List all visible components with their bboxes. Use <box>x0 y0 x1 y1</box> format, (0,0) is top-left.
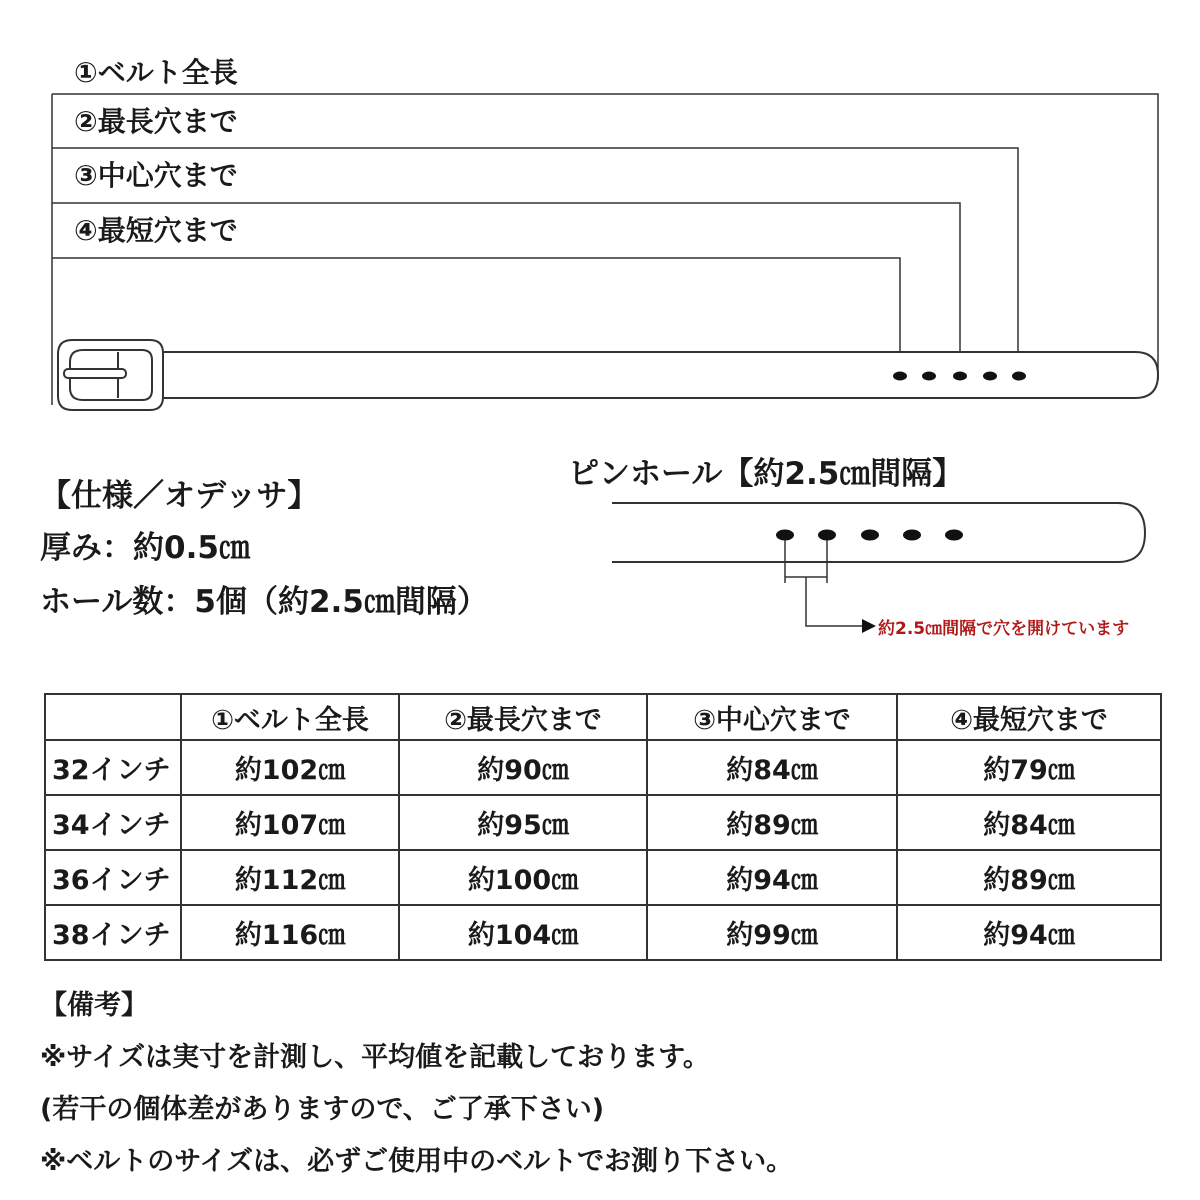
spec-thickness: 厚み：約0.5㎝ <box>40 530 250 566</box>
label-full-length: ①ベルト全長 <box>74 56 238 89</box>
table-header-center-hole: ③中心穴まで <box>647 694 897 740</box>
table-row <box>45 740 1161 795</box>
row-size-label: 34インチ <box>45 795 181 850</box>
cell-shortest-hole: 約94㎝ <box>897 905 1161 960</box>
label-longest-hole: ②最長穴まで <box>74 105 238 138</box>
size-table <box>44 693 1162 961</box>
row-size-label: 38インチ <box>45 905 181 960</box>
cell-longest-hole: 約104㎝ <box>399 905 647 960</box>
remarks-title: 【備考】 <box>40 990 148 1021</box>
cell-full-length: 約107㎝ <box>181 795 399 850</box>
arrow-head-icon <box>862 619 876 633</box>
table-header-shortest-hole: ④最短穴まで <box>897 694 1161 740</box>
table-header-blank <box>45 694 181 740</box>
table-header-full-length: ①ベルト全長 <box>181 694 399 740</box>
table-header-longest-hole: ②最長穴まで <box>399 694 647 740</box>
table-header-row <box>45 694 1161 740</box>
remarks-line-3: ※ベルトのサイズは、必ずご使用中のベルトでお測り下さい。 <box>40 1146 794 1177</box>
cell-shortest-hole: 約79㎝ <box>897 740 1161 795</box>
cell-full-length: 約116㎝ <box>181 905 399 960</box>
remarks-section <box>40 980 793 1188</box>
pinhole-belt-detail <box>612 503 1145 562</box>
pinhole-title: ピンホール【約2.5㎝間隔】 <box>568 456 964 492</box>
cell-full-length: 約112㎝ <box>181 850 399 905</box>
remarks-line-2: (若干の個体差がありますので、ご了承下さい) <box>40 1094 605 1125</box>
cell-longest-hole: 約90㎝ <box>399 740 647 795</box>
label-center-hole: ③中心穴まで <box>74 159 238 192</box>
spec-title: 【仕様／オデッサ】 <box>40 478 319 514</box>
row-size-label: 36インチ <box>45 850 181 905</box>
cell-shortest-hole: 約84㎝ <box>897 795 1161 850</box>
table-row <box>45 795 1161 850</box>
row-size-label: 32インチ <box>45 740 181 795</box>
spec-holes: ホール数：5個（約2.5㎝間隔） <box>40 584 488 620</box>
table-row <box>45 905 1161 960</box>
table-row <box>45 850 1161 905</box>
cell-longest-hole: 約100㎝ <box>399 850 647 905</box>
cell-center-hole: 約89㎝ <box>647 795 897 850</box>
label-shortest-hole: ④最短穴まで <box>74 214 238 247</box>
cell-shortest-hole: 約89㎝ <box>897 850 1161 905</box>
cell-longest-hole: 約95㎝ <box>399 795 647 850</box>
belt-buckle <box>58 340 163 410</box>
remarks-line-1: ※サイズは実寸を計測し、平均値を記載しております。 <box>40 1042 710 1073</box>
cell-center-hole: 約94㎝ <box>647 850 897 905</box>
belt-strap <box>160 352 1158 398</box>
cell-center-hole: 約84㎝ <box>647 740 897 795</box>
cell-full-length: 約102㎝ <box>181 740 399 795</box>
pinhole-spacing-note: 約2.5㎝間隔で穴を開けています <box>878 619 1130 639</box>
cell-center-hole: 約99㎝ <box>647 905 897 960</box>
